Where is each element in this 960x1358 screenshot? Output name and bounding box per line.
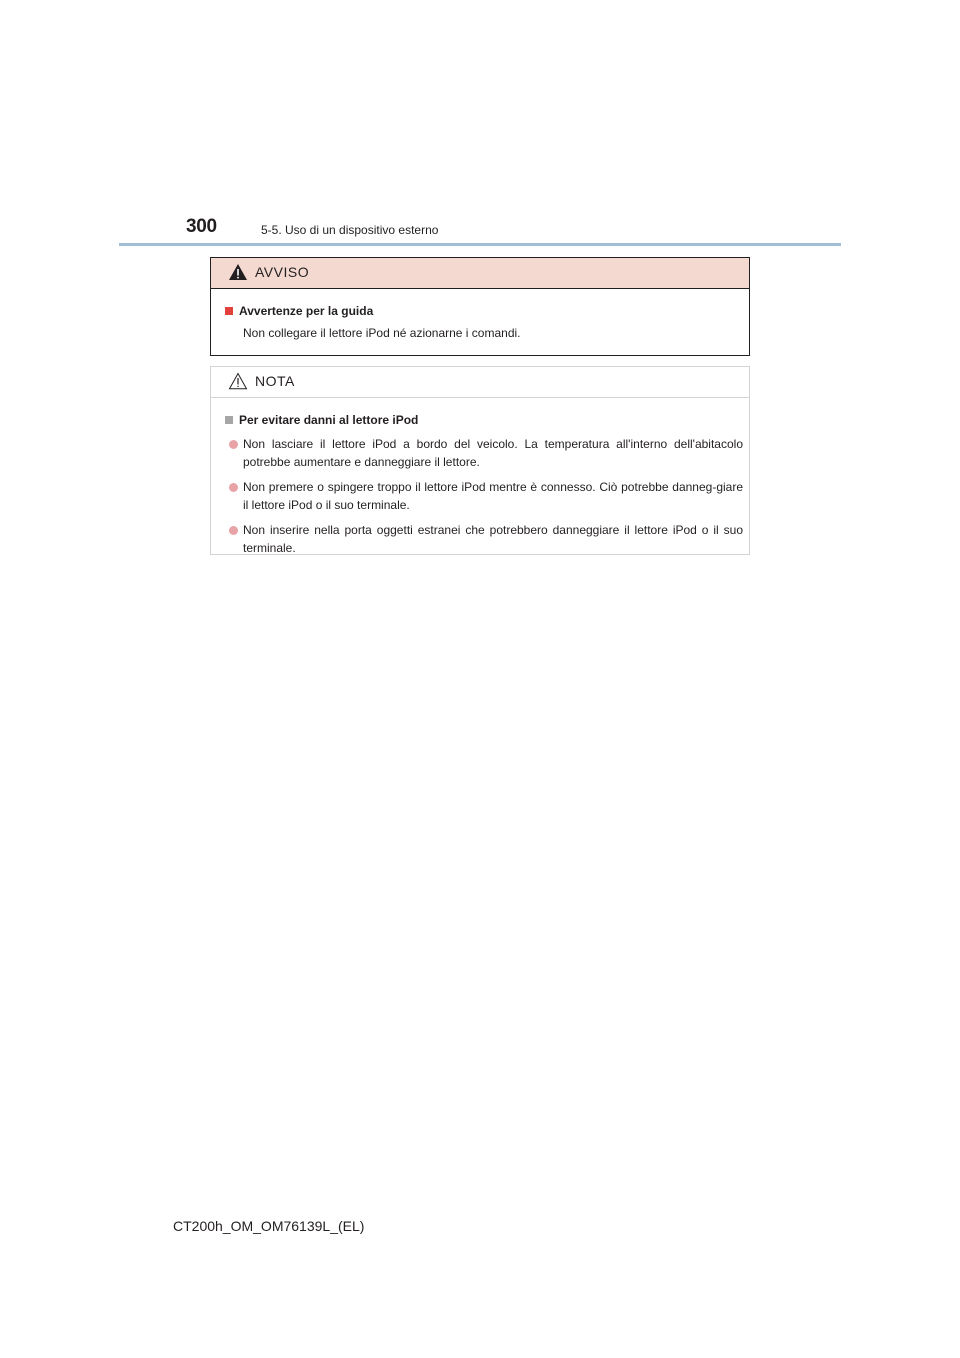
- note-bullet-text: Non inserire nella porta oggetti estranei che potrebbero danneggiare il lettore iPod o il suo terminale.: [243, 523, 743, 555]
- note-box-header: [211, 367, 749, 398]
- note-box-title: NOTA: [255, 373, 295, 389]
- warning-heading-text: Avvertenze per la guida: [239, 304, 374, 318]
- warning-heading: [225, 303, 743, 319]
- note-heading-text: Per evitare danni al lettore iPod: [239, 413, 419, 427]
- grey-square-marker: [225, 416, 233, 424]
- warning-triangle-outline-icon: [228, 372, 248, 390]
- footer-code: CT200h_OM_OM76139L_(EL): [173, 1218, 365, 1234]
- warning-box: [210, 257, 750, 356]
- note-bullet: [225, 435, 743, 471]
- bullet-dot-icon: [229, 483, 238, 492]
- warning-box-title: AVVISO: [255, 264, 310, 280]
- note-bullet-text: Non premere o spingere troppo il lettore iPod mentre è connesso. Ciò potrebbe danneg-giare il lettore iPod o il suo terminale.: [243, 480, 743, 512]
- note-bullet-text: Non lasciare il lettore iPod a bordo del veicolo. La temperatura all'interno dell'abitacolo potrebbe aumentare e danneggiare il lettore.: [243, 437, 743, 469]
- note-box-body: [211, 398, 749, 557]
- bullet-dot-icon: [229, 440, 238, 449]
- section-title: 5-5. Uso di un dispositivo esterno: [261, 223, 439, 237]
- note-box: [210, 366, 750, 555]
- warning-text: Non collegare il lettore iPod né azionarne i comandi.: [243, 326, 521, 340]
- warning-box-header: [211, 258, 749, 289]
- note-bullet: [225, 521, 743, 557]
- warning-box-body: [211, 289, 749, 342]
- page-number: 300: [186, 216, 217, 237]
- note-heading: [225, 412, 743, 428]
- note-bullet: [225, 478, 743, 514]
- bullet-dot-icon: [229, 526, 238, 535]
- header-rule: [119, 243, 841, 246]
- red-square-marker: [225, 307, 233, 315]
- warning-triangle-filled-icon: [228, 263, 248, 281]
